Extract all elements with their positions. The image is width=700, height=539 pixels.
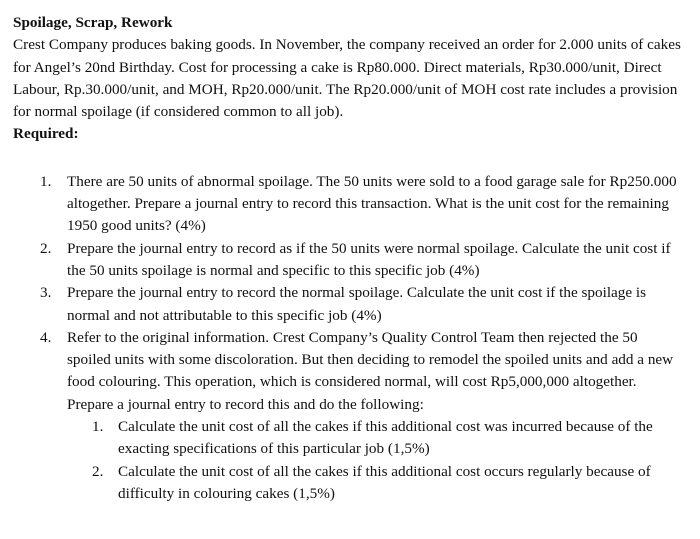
question-number: 3.: [40, 284, 52, 302]
document-title: Spoilage, Scrap, Rework: [13, 14, 173, 31]
sub-question-text: Calculate the unit cost of all the cakes if this additional cost occurs regularly because of difficulty in colouring cakes (1,5%): [118, 462, 651, 502]
question-text: There are 50 units of abnormal spoilage. The 50 units were sold to a food garage sale for Rp250.000 altogether. Prepare a journal entry to record this transaction. What is the unit cost for the remaining 1950 good units? (4%): [67, 172, 677, 235]
sub-question-number: 1.: [92, 418, 104, 436]
sub-question-item: [67, 416, 685, 461]
question-item: [13, 238, 685, 283]
required-heading: Required:: [13, 125, 79, 143]
question-item: [13, 171, 685, 238]
question-text: Prepare the journal entry to record as if the 50 units were normal spoilage. Calculate the unit cost if the 50 units spoilage is normal and specific to this specific job (4%): [67, 239, 671, 279]
question-text: Refer to the original information. Crest Company’s Quality Control Team then rejected the 50 spoiled units with some discoloration. But then deciding to remodel the spoiled units and add a new food colouring. This operation, which is considered normal, will cost Rp5,000,000 altogether. Prepare a journal entry to record this and do the following:: [67, 328, 674, 413]
question-item: [13, 327, 685, 505]
question-text: Prepare the journal entry to record the normal spoilage. Calculate the unit cost if the spoilage is normal and not attributable to this specific job (4%): [67, 284, 647, 324]
document: [13, 12, 685, 505]
question-number: 1.: [40, 172, 52, 190]
question-list: [13, 171, 685, 505]
sub-question-text: Calculate the unit cost of all the cakes if this additional cost was incurred because of the exacting specifications of this particular job (1,5%): [118, 418, 653, 458]
intro-paragraph: Crest Company produces baking goods. In November, the company received an order for 2.000 units of cakes for Angel’s 20nd Birthday. Cost for processing a cake is Rp80.000. Direct materials, Rp30.000/unit, Direct Labour, Rp.30.000/unit, and MOH, Rp20.000/unit. The Rp20.000/unit of MOH cost rate includes a provision for normal spoilage (if considered common to all job).: [13, 36, 681, 121]
question-number: 2.: [40, 239, 52, 257]
question-item: [13, 282, 685, 327]
sub-question-list: [67, 416, 685, 505]
sub-question-item: [67, 461, 685, 506]
sub-question-number: 2.: [92, 462, 104, 480]
question-number: 4.: [40, 328, 52, 346]
